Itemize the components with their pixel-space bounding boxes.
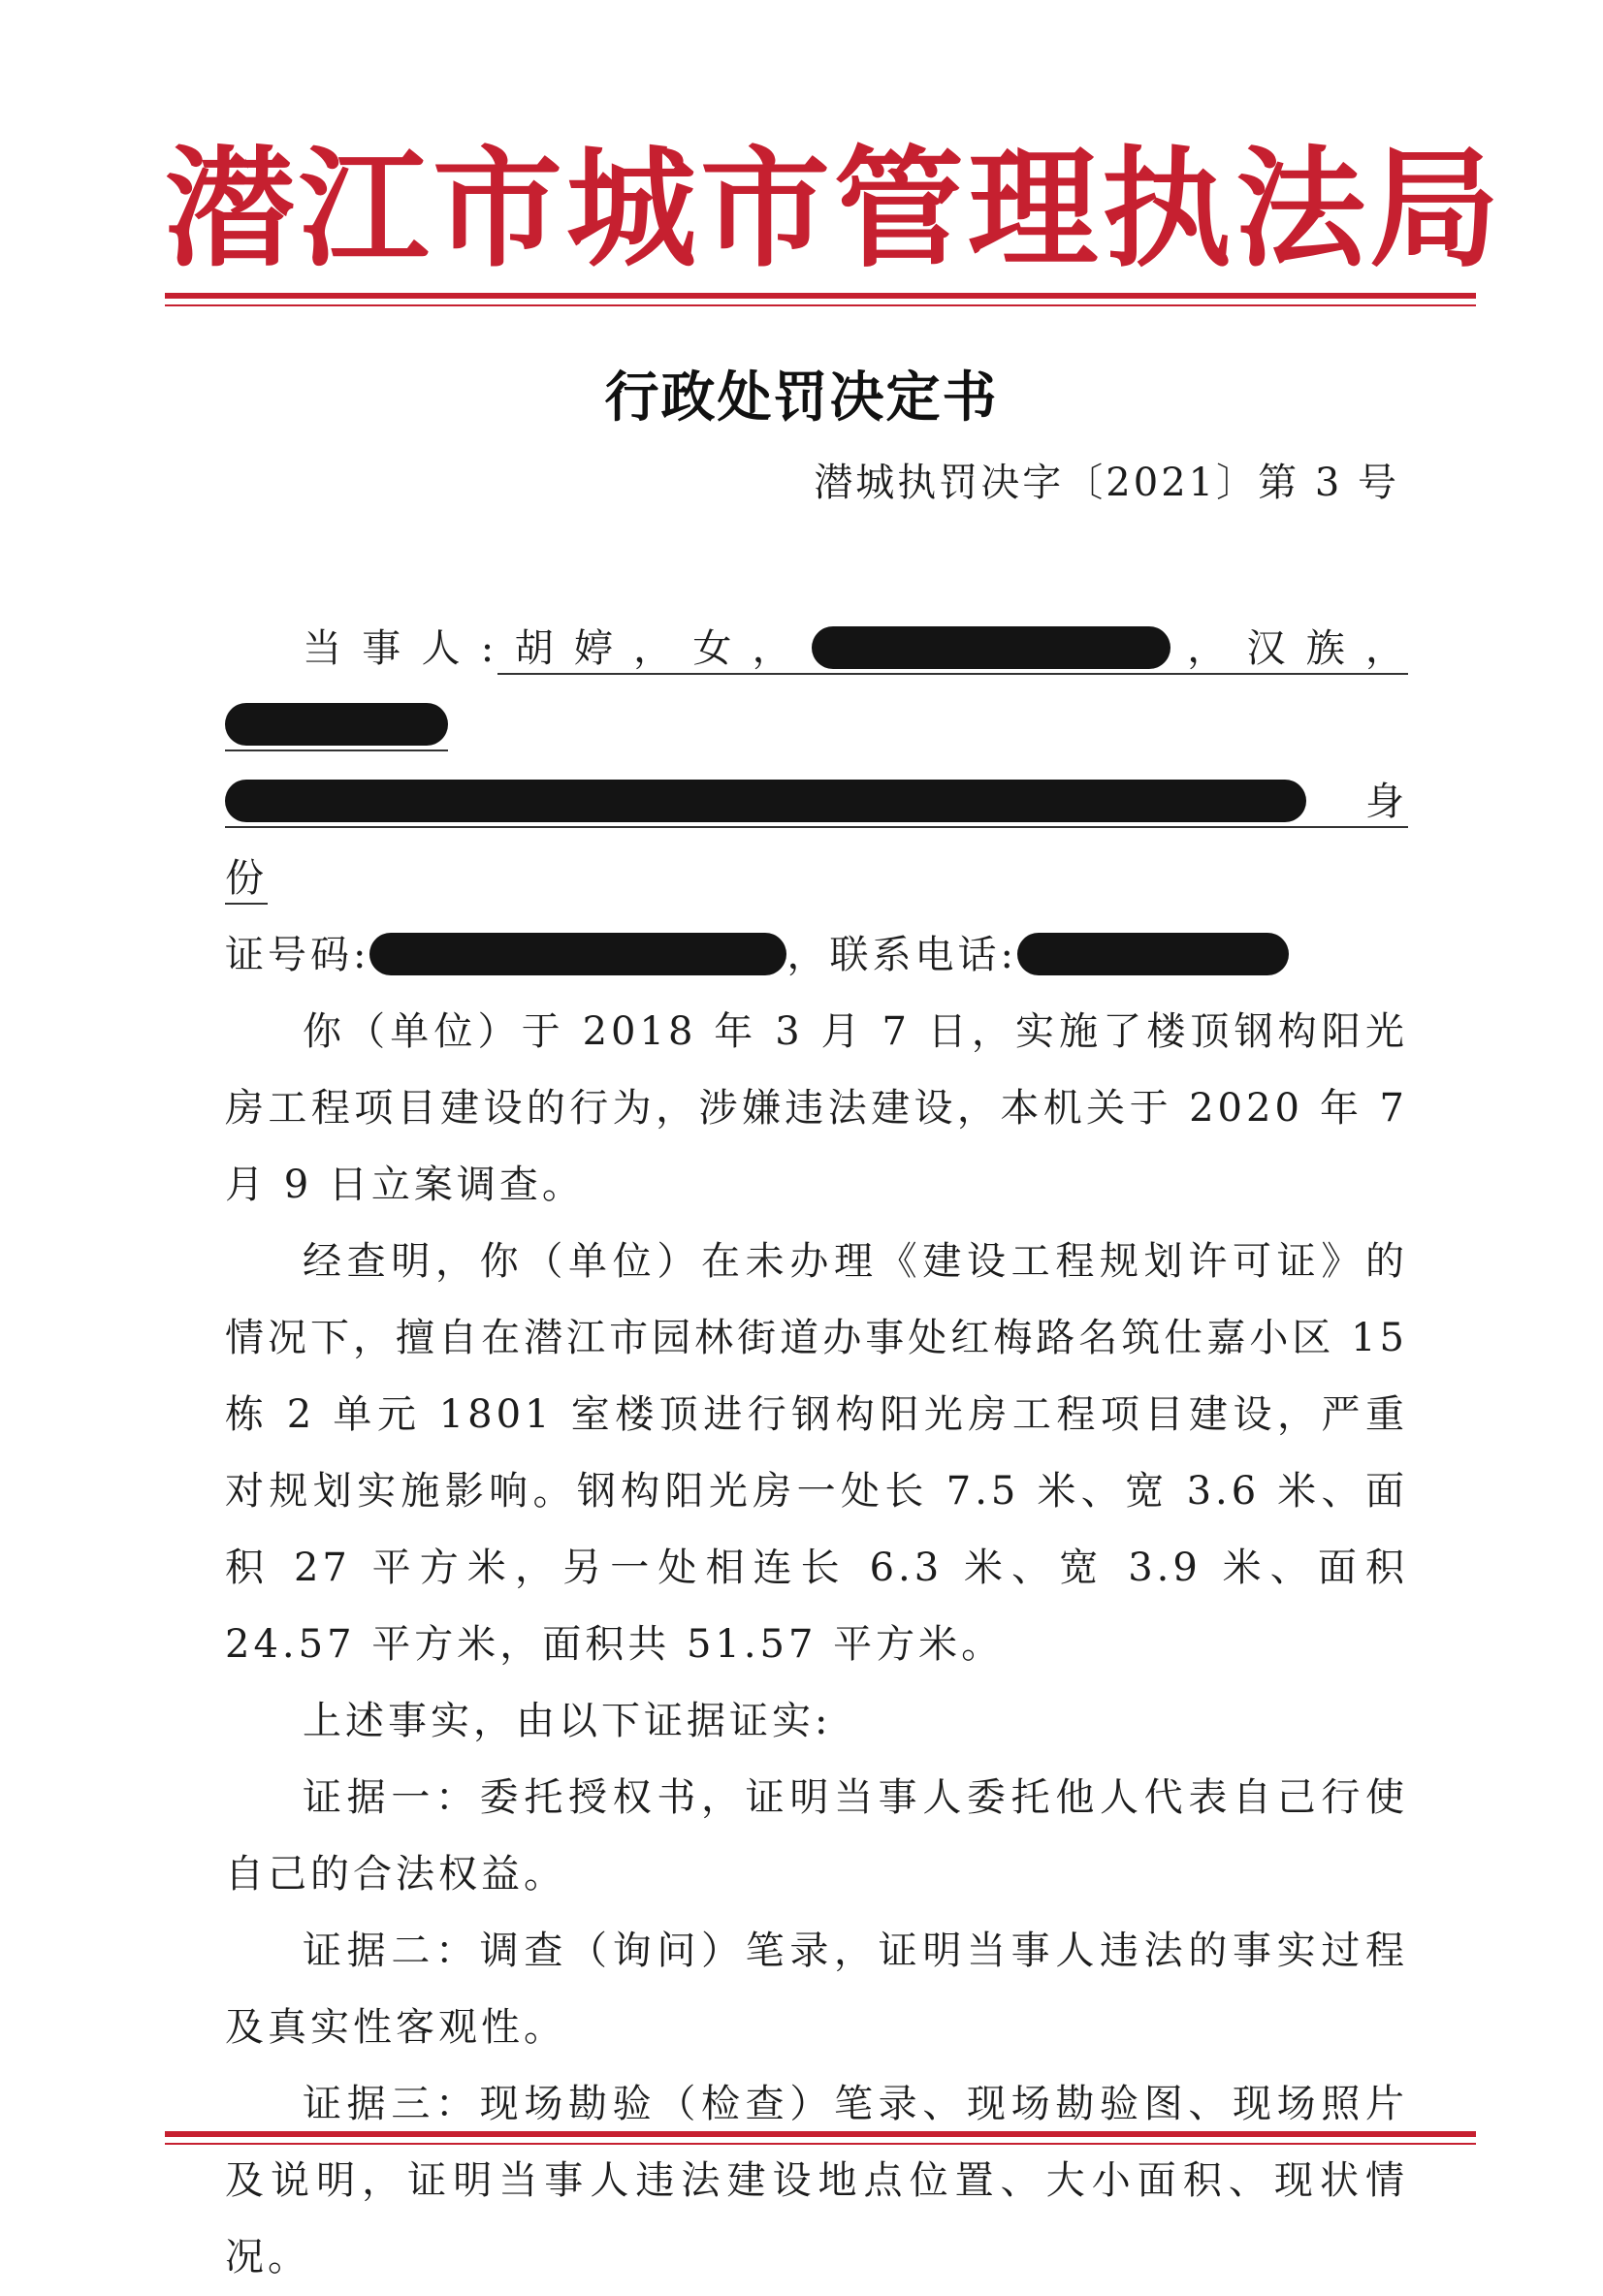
- redaction-bar: [1017, 933, 1289, 975]
- redaction-bar: [812, 626, 1170, 669]
- paragraph-incident: 你（单位）于 2018 年 3 月 7 日，实施了楼顶钢构阳光房工程项目建设的行为，涉嫌违法建设，本机关于 2020 年 7 月 9 日立案调查。: [225, 1009, 1408, 1207]
- document-number: 潜城执罚决字〔2021〕第 3 号: [814, 461, 1399, 505]
- party-id-line: [225, 917, 1408, 994]
- paragraph-evidence-2: 证据二：调查（询问）笔录，证明当事人违法的事实过程及真实性客观性。: [225, 1929, 1408, 2050]
- party-name-gender: 胡婷，女，: [497, 626, 812, 671]
- document-body: [225, 611, 1408, 2296]
- redaction-bar: [225, 703, 448, 746]
- letterhead-rule-thin: [165, 304, 1476, 306]
- party-id-label: 身份: [225, 780, 1408, 901]
- paragraph-evidence-3: 证据三：现场勘验（检查）笔录、现场勘验图、现场照片及说明，证明当事人违法建设地点位置、大小面积、现状情况。: [225, 2082, 1408, 2280]
- redaction-bar: [225, 780, 1306, 822]
- party-phone-label: ，联系电话:: [786, 933, 1017, 977]
- letterhead-rule-thick: [165, 293, 1476, 299]
- paragraph-evidence-1: 证据一：委托授权书，证明当事人委托他人代表自己行使自己的合法权益。: [225, 1775, 1408, 1897]
- letterhead-org-name: 潜江市城市管理执法局: [165, 132, 1504, 285]
- party-underlined-info: [225, 626, 1408, 994]
- paragraph-findings: 经查明，你（单位）在未办理《建设工程规划许可证》的情况下，擅自在潜江市园林街道办事处红梅路名筑仕嘉小区 15 栋 2 单元 1801 室楼顶进行钢构阳光房工程项目建设，严重对规划实施影响。钢构阳光房一处长 7.5 米、宽 3.6 米、面积 27 平方米，另一处相连长 6.3 米、宽 3.9 米、面积 24.57 平方米，面积共 51.57 平方米。: [225, 1239, 1408, 1667]
- redaction-bar: [369, 933, 786, 975]
- party-label: 当事人:: [303, 626, 498, 671]
- footer-rule-thick: [165, 2131, 1476, 2137]
- party-info: [225, 611, 1408, 994]
- party-ethnicity: ，汉族，: [1170, 626, 1409, 671]
- document-title: 行政处罚决定书: [604, 366, 999, 430]
- footer-rule-thin: [165, 2143, 1476, 2145]
- paragraph-evidence-intro: 上述事实，由以下证据证实:: [303, 1699, 832, 1743]
- party-id-label-cont: 证号码:: [225, 933, 370, 977]
